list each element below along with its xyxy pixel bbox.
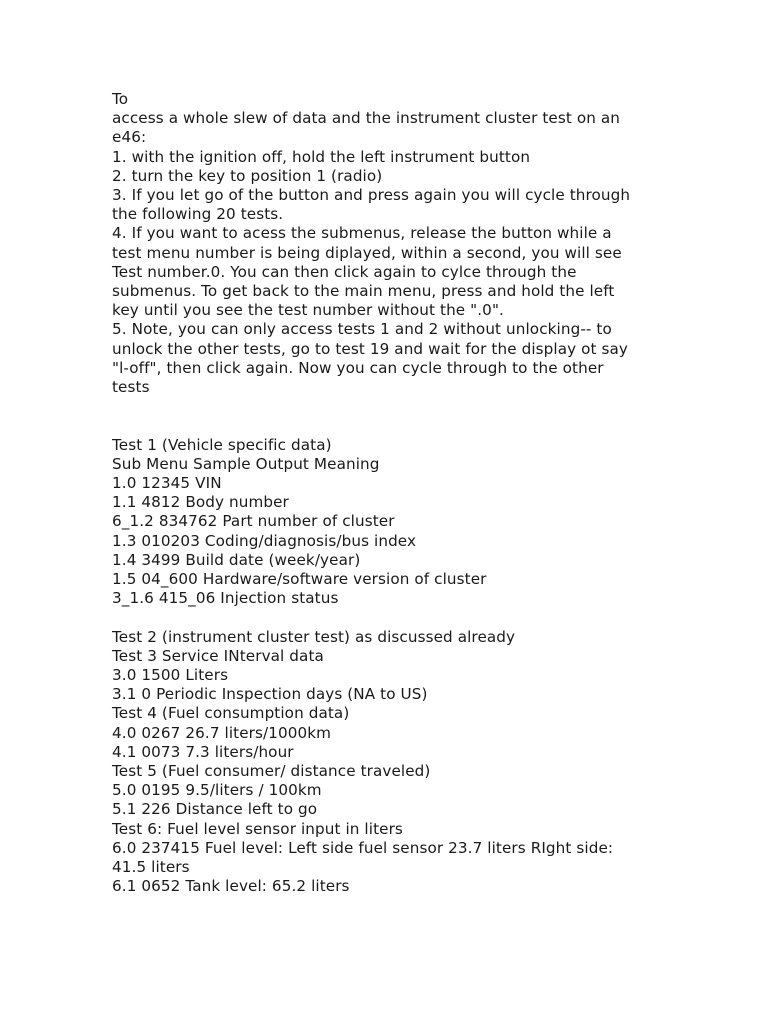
list-item: 1.1 4812 Body number bbox=[112, 493, 289, 512]
list-item: 1.3 010203 Coding/diagnosis/bus index bbox=[112, 531, 417, 550]
text-line: 4. If you want to acess the submenus, release the button while a bbox=[112, 224, 612, 243]
section-heading: Test 1 (Vehicle specific data) bbox=[112, 435, 332, 454]
list-item: 3.0 1500 Liters bbox=[112, 666, 229, 685]
text-line: unlock the other tests, go to test 19 and wait for the display ot say bbox=[112, 339, 629, 358]
text-line: 2. turn the key to position 1 (radio) bbox=[112, 166, 383, 185]
section-heading: Test 2 (instrument cluster test) as discussed already bbox=[112, 627, 516, 646]
list-item: 6.1 0652 Tank level: 65.2 liters bbox=[112, 877, 350, 896]
list-item: 5.1 226 Distance left to go bbox=[112, 800, 318, 819]
tests-more-section bbox=[112, 628, 652, 897]
list-item: 3.1 0 Periodic Inspection days (NA to US) bbox=[112, 685, 428, 704]
intro-section bbox=[112, 90, 652, 397]
table-header: Sub Menu Sample Output Meaning bbox=[112, 454, 380, 473]
text-line: submenus. To get back to the main menu, press and hold the left bbox=[112, 282, 615, 301]
text-line: 1. with the ignition off, hold the left instrument button bbox=[112, 147, 531, 166]
text-line: tests bbox=[112, 378, 150, 397]
text-line: e46: bbox=[112, 128, 147, 147]
list-item: 1.5 04_600 Hardware/software version of cluster bbox=[112, 570, 487, 589]
text-line: key until you see the test number without the ".0". bbox=[112, 301, 504, 320]
section-spacer bbox=[112, 608, 652, 627]
text-line: 3. If you let go of the button and press again you will cycle through bbox=[112, 186, 631, 205]
list-item: 1.0 12345 VIN bbox=[112, 474, 222, 493]
list-item: 6.0 237415 Fuel level: Left side fuel sensor 23.7 liters RIght side: bbox=[112, 838, 614, 857]
text-line: test menu number is being diplayed, within a second, you will see bbox=[112, 243, 622, 262]
list-item: 41.5 liters bbox=[112, 858, 190, 877]
text-line: "l-off", then click again. Now you can cycle through to the other bbox=[112, 358, 604, 377]
test1-section bbox=[112, 436, 652, 609]
text-line: the following 20 tests. bbox=[112, 205, 284, 224]
section-spacer bbox=[112, 397, 652, 435]
section-heading: Test 5 (Fuel consumer/ distance traveled) bbox=[112, 762, 431, 781]
section-heading: Test 6: Fuel level sensor input in liters bbox=[112, 819, 403, 838]
text-line: 5. Note, you can only access tests 1 and 2 without unlocking-- to bbox=[112, 320, 612, 339]
text-line: Test number.0. You can then click again to cylce through the bbox=[112, 262, 577, 281]
list-item: 1.4 3499 Build date (week/year) bbox=[112, 550, 361, 569]
list-item: 3_1.6 415_06 Injection status bbox=[112, 589, 339, 608]
section-heading: Test 3 Service INterval data bbox=[112, 646, 324, 665]
document-page bbox=[112, 90, 652, 897]
list-item: 5.0 0195 9.5/liters / 100km bbox=[112, 781, 322, 800]
list-item: 4.1 0073 7.3 liters/hour bbox=[112, 742, 294, 761]
list-item: 4.0 0267 26.7 liters/1000km bbox=[112, 723, 332, 742]
text-line: To bbox=[112, 90, 129, 108]
section-heading: Test 4 (Fuel consumption data) bbox=[112, 704, 350, 723]
text-line: access a whole slew of data and the instrument cluster test on an bbox=[112, 109, 621, 128]
list-item: 6_1.2 834762 Part number of cluster bbox=[112, 512, 395, 531]
